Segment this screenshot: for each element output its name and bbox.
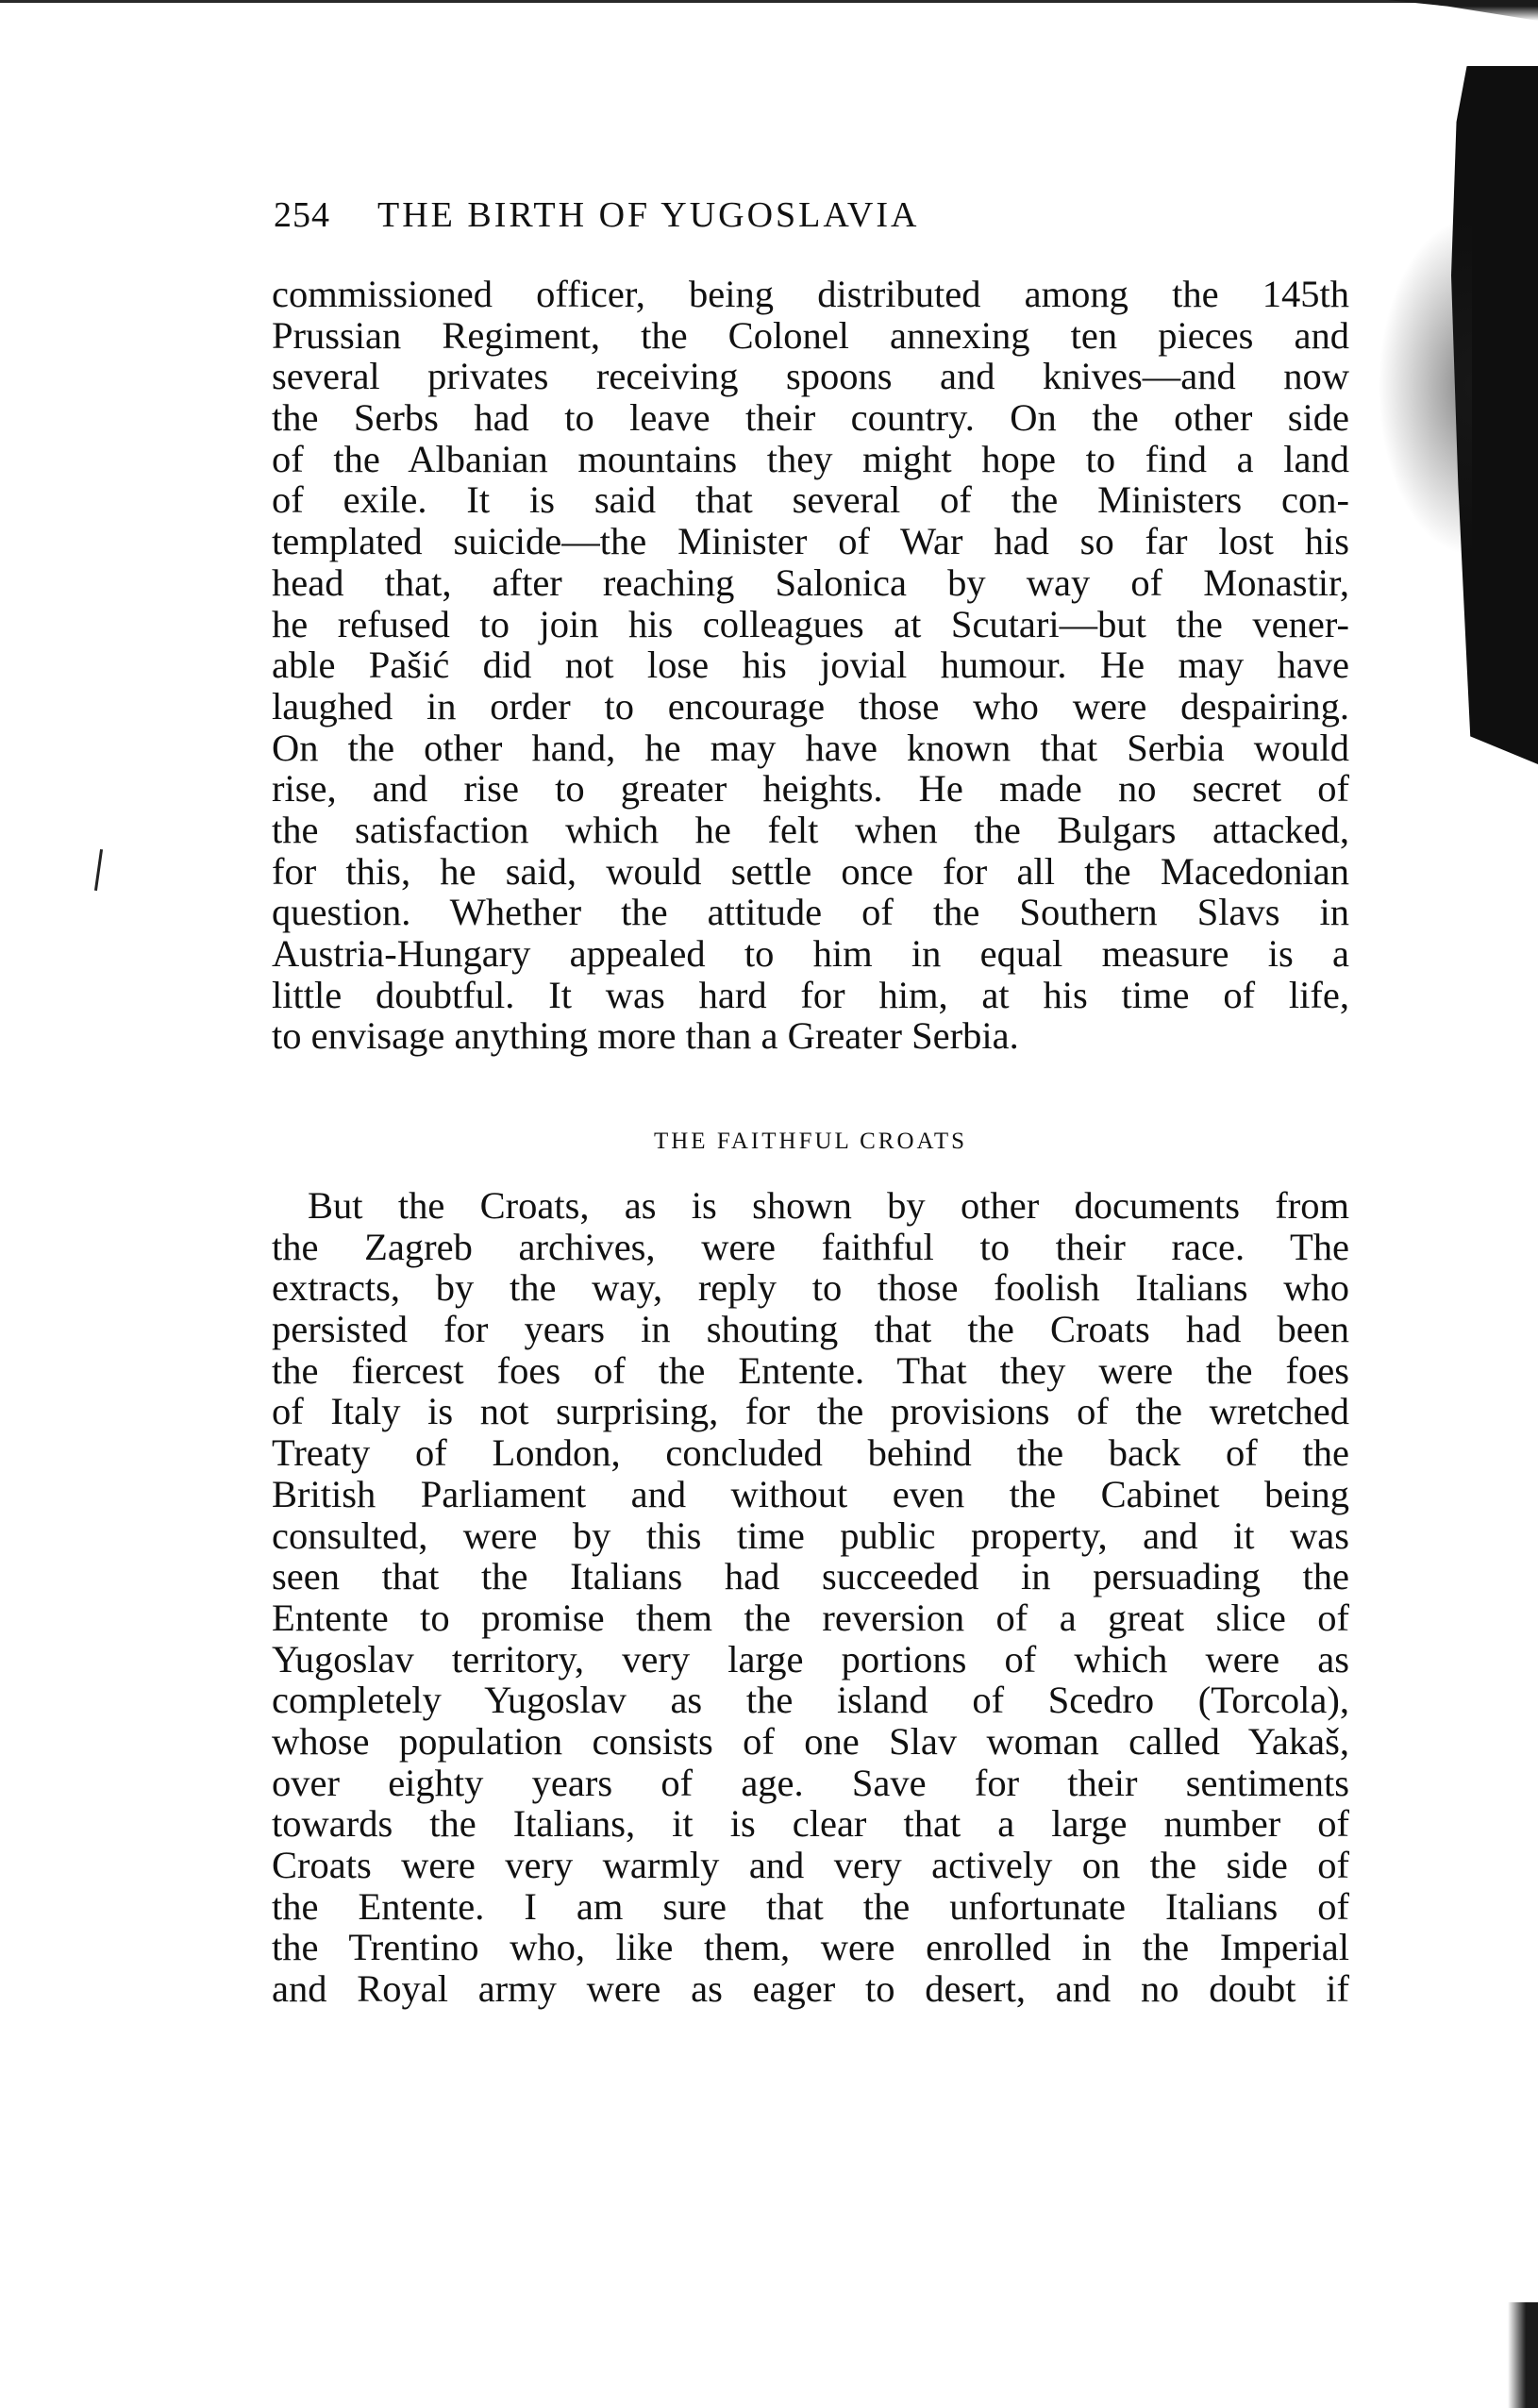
text-line: the fiercest foes of the Entente. That they were the foes [272, 1348, 1349, 1392]
text-line: of the Albanian mountains they might hope to find a land [272, 437, 1349, 480]
text-line: Austria-Hungary appealed to him in equal measure is a [272, 932, 1349, 975]
text-line: little doubtful. It was hard for him, at his time of life, [272, 973, 1349, 1016]
text-line: the satisfaction which he felt when the Bulgars attacked, [272, 808, 1349, 851]
text-line: the Entente. I am sure that the unfortunate Italians of [272, 1884, 1349, 1928]
text-line: of exile. It is said that several of the Ministers con- [272, 478, 1349, 522]
page-number: 254 [274, 195, 330, 235]
text-line: Prussian Regiment, the Colonel annexing ten pieces and [272, 313, 1349, 357]
text-line: But the Croats, as is shown by other documents from [308, 1184, 1349, 1227]
text-line: rise, and rise to greater heights. He made no secret of [272, 767, 1349, 811]
text-line: several privates receiving spoons and knives—and now [272, 355, 1349, 398]
text-line: laughed in order to encourage those who were despairing. [272, 684, 1349, 727]
text-line: to envisage anything more than a Greater Serbia. [272, 1014, 1019, 1058]
running-head: THE BIRTH OF YUGOSLAVIA [377, 195, 920, 235]
scan-top-edge [0, 0, 1538, 3]
text-line: templated suicide—the Minister of War had so far lost his [272, 520, 1349, 563]
text-line: of Italy is not surprising, for the provisions of the wretched [272, 1390, 1349, 1433]
paragraph-2 [272, 1185, 1349, 2010]
page-header [274, 194, 1349, 251]
text-line: the Serbs had to leave their country. On the other side [272, 396, 1349, 440]
scan-right-edge-bleed [1378, 217, 1472, 557]
text-line: Yugoslav territory, very large portions of which were as [272, 1637, 1349, 1681]
text-line: completely Yugoslav as the island of Scedro (Torcola), [272, 1679, 1349, 1722]
text-line: he refused to join his colleagues at Scutari—but the vener- [272, 602, 1349, 645]
section-heading: THE FAITHFUL CROATS [653, 1129, 967, 1154]
text-line: Treaty of London, concluded behind the back of the [272, 1431, 1349, 1475]
text-line: over eighty years of age. Save for their sentiments [272, 1761, 1349, 1804]
text-line: head that, after reaching Salonica by way of Monastir, [272, 560, 1349, 604]
text-line: question. Whether the attitude of the Southern Slavs in [272, 891, 1349, 934]
scan-top-corner-shadow [1387, 0, 1538, 21]
text-line: the Zagreb archives, were faithful to their race. The [272, 1225, 1349, 1268]
text-line: whose population consists of one Slav woman called Yakaš, [272, 1719, 1349, 1763]
text-line: commissioned officer, being distributed among the 145th [272, 273, 1349, 315]
text-line: extracts, by the way, reply to those foolish Italians who [272, 1266, 1349, 1310]
text-line: Croats were very warmly and very actively on the side of [272, 1844, 1349, 1886]
text-line: British Parliament and without even the Cabinet being [272, 1472, 1349, 1515]
text-line: and Royal army were as eager to desert, and no doubt if [272, 1967, 1349, 2011]
text-line: Entente to promise them the reversion of a great slice of [272, 1596, 1349, 1639]
text-line: On the other hand, he may have known that Serbia would [272, 726, 1349, 769]
text-line: able Pašić did not lose his jovial humour. He may have [272, 644, 1349, 687]
paragraph-1 [272, 274, 1349, 1057]
margin-pencil-mark [94, 849, 103, 891]
text-line: persisted for years in shouting that the Croats had been [272, 1308, 1349, 1351]
scan-bottom-corner-shadow [1508, 2302, 1538, 2408]
text-line: seen that the Italians had succeeded in persuading the [272, 1555, 1349, 1598]
text-line: the Trentino who, like them, were enrolled in the Imperial [272, 1926, 1349, 1969]
text-line: for this, he said, would settle once for all the Macedonian [272, 849, 1349, 893]
text-line: towards the Italians, it is clear that a large number of [272, 1802, 1349, 1846]
text-line: consulted, were by this time public property, and it was [272, 1513, 1349, 1557]
